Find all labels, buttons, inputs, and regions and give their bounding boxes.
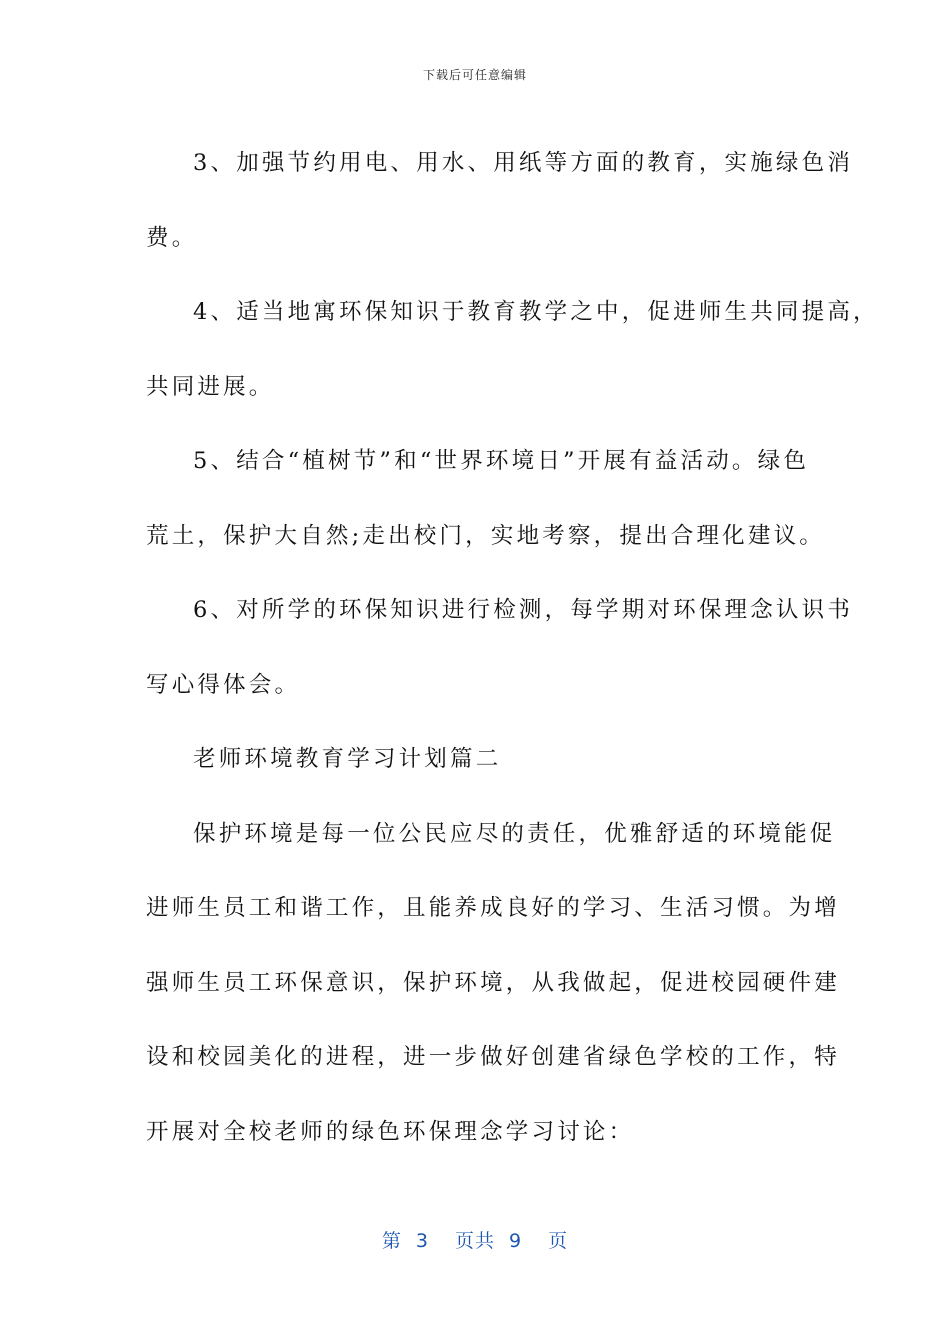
paragraph-line: 强师生员工环保意识，保护环境，从我做起，促进校园硬件建 (146, 969, 840, 996)
total-pages: 9 (509, 1230, 523, 1252)
document-body (146, 126, 879, 1169)
paragraph-line: 3、加强节约用电、用水、用纸等方面的教育，实施绿色消 (193, 150, 854, 176)
paragraph-line: 5、结合“植树节”和“世界环境日”开展有益活动。绿色 (193, 448, 810, 474)
paragraph-line: 进师生员工和谐工作，且能养成良好的学习、生活习惯。为增 (146, 895, 840, 921)
page-suffix: 页 (548, 1230, 569, 1252)
paragraph-line: 设和校园美化的进程，进一步做好创建省绿色学校的工作，特 (146, 1044, 840, 1070)
page-number (0, 1226, 950, 1253)
section-heading: 老师环境教育学习计划篇二 (193, 746, 502, 772)
paragraph-line: 开展对全校老师的绿色环保理念学习讨论： (146, 1118, 635, 1145)
paragraph-line: 费。 (146, 224, 198, 251)
paragraph-line: 写心得体会。 (146, 671, 301, 698)
paragraph-line: 保护环境是每一位公民应尽的责任，优雅舒适的环境能促 (193, 820, 836, 847)
paragraph-line: 共同进展。 (146, 373, 275, 400)
page-mid: 页共 (454, 1230, 495, 1252)
paragraph-line: 4、适当地寓环保知识于教育教学之中，促进师生共同提高， (193, 299, 879, 325)
paragraph-line: 荒土，保护大自然;走出校门，实地考察，提出合理化建议。 (146, 522, 825, 549)
download-note: 下载后可任意编辑 (422, 68, 527, 82)
paragraph-line: 6、对所学的环保知识进行检测，每学期对环保理念认识书 (193, 597, 854, 623)
page-prefix: 第 (381, 1230, 402, 1252)
current-page: 3 (415, 1230, 429, 1252)
